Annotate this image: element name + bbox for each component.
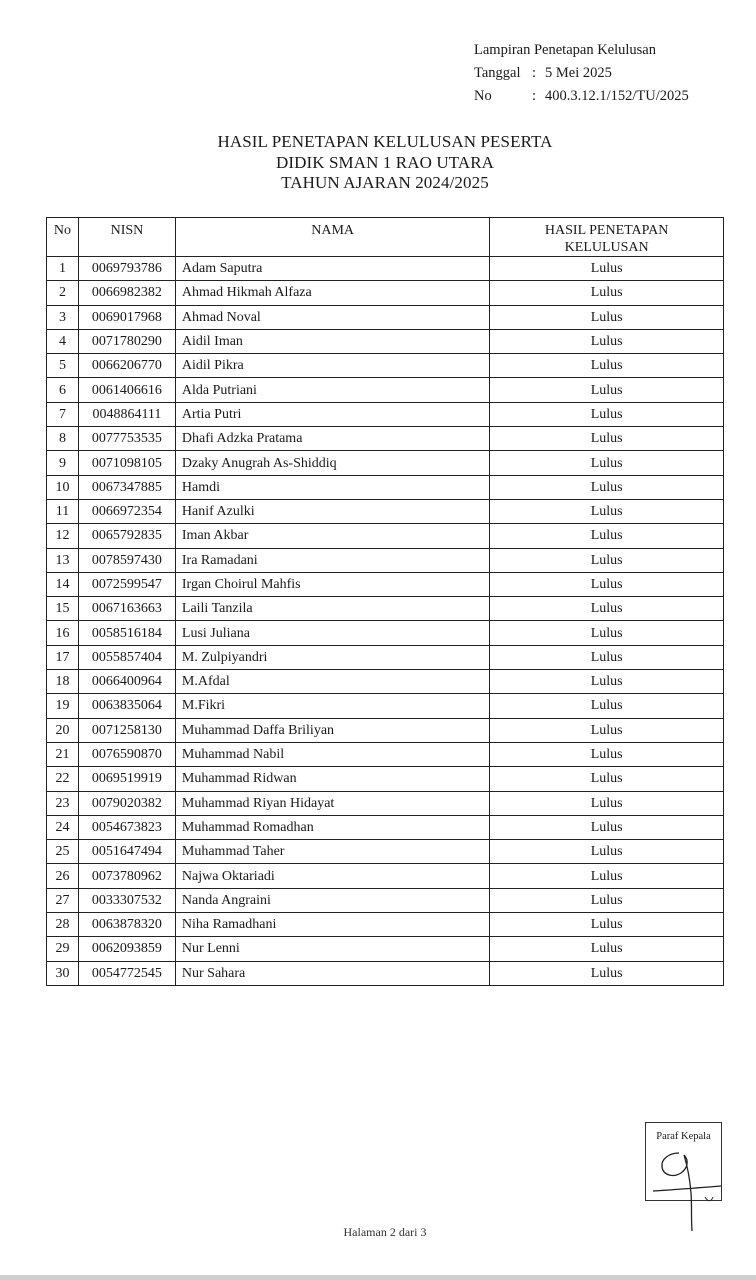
cell-name: Ira Ramadani [175,548,489,572]
cell-result: Lulus [490,864,724,888]
cell-name: Muhammad Nabil [175,742,489,766]
cell-name: Muhammad Taher [175,840,489,864]
cell-result: Lulus [490,961,724,985]
cell-name: Ahmad Hikmah Alfaza [175,281,489,305]
cell-no: 16 [47,621,79,645]
table-row [47,888,724,912]
cell-no: 14 [47,572,79,596]
cell-nisn: 0069017968 [78,305,175,329]
cell-nisn: 0066206770 [78,354,175,378]
cell-result: Lulus [490,499,724,523]
cell-nisn: 0076590870 [78,742,175,766]
cell-result: Lulus [490,548,724,572]
table-row [47,451,724,475]
cell-result: Lulus [490,815,724,839]
cell-no: 5 [47,354,79,378]
cell-no: 29 [47,937,79,961]
cell-name: Muhammad Riyan Hidayat [175,791,489,815]
cell-no: 3 [47,305,79,329]
cell-result: Lulus [490,451,724,475]
cell-nisn: 0062093859 [78,937,175,961]
table-row [47,329,724,353]
cell-nisn: 0071258130 [78,718,175,742]
cell-result: Lulus [490,767,724,791]
cell-no: 6 [47,378,79,402]
cell-no: 4 [47,329,79,353]
header-name: NAMA [175,218,489,257]
cell-result: Lulus [490,354,724,378]
table-row [47,402,724,426]
cell-result: Lulus [490,257,724,281]
cell-nisn: 0055857404 [78,645,175,669]
header-result-line-1: HASIL PENETAPAN [544,223,669,238]
table-row [47,257,724,281]
cell-nisn: 0079020382 [78,791,175,815]
table-row [47,815,724,839]
cell-no: 15 [47,597,79,621]
heading-line-3: TAHUN AJARAN 2024/2025 [281,173,489,192]
table-row [47,694,724,718]
cell-nisn: 0061406616 [78,378,175,402]
table-row [47,305,724,329]
cell-name: Najwa Oktariadi [175,864,489,888]
cell-nisn: 0058516184 [78,621,175,645]
cell-result: Lulus [490,718,724,742]
table-row [47,475,724,499]
cell-result: Lulus [490,645,724,669]
cell-no: 12 [47,524,79,548]
cell-name: Aidil Pikra [175,354,489,378]
heading-line-2: DIDIK SMAN 1 RAO UTARA [275,152,495,172]
cell-name: Irgan Choirul Mahfis [175,572,489,596]
cell-no: 27 [47,888,79,912]
cell-nisn: 0054772545 [78,961,175,985]
graduation-results-table [46,217,724,986]
number-value: 400.3.12.1/152/TU/2025 [545,88,689,104]
cell-result: Lulus [490,305,724,329]
table-row [47,548,724,572]
cell-no: 10 [47,475,79,499]
cell-no: 11 [47,499,79,523]
cell-name: Adam Saputra [175,257,489,281]
cell-no: 1 [47,257,79,281]
cell-result: Lulus [490,475,724,499]
cell-result: Lulus [490,694,724,718]
table-row [47,937,724,961]
heading-line-1: HASIL PENETAPAN KELULUSAN PESERTA [217,132,553,151]
table-row [47,378,724,402]
table-row [47,767,724,791]
cell-name: Hanif Azulki [175,499,489,523]
cell-no: 21 [47,742,79,766]
cell-result: Lulus [490,427,724,451]
cell-result: Lulus [490,524,724,548]
cell-nisn: 0065792835 [78,524,175,548]
cell-result: Lulus [490,670,724,694]
date-label: Tanggal [474,65,521,81]
cell-nisn: 0033307532 [78,888,175,912]
cell-no: 17 [47,645,79,669]
attachment-info [474,39,689,108]
number-label: No [474,88,492,104]
cell-name: Ahmad Noval [175,305,489,329]
cell-nisn: 0066400964 [78,670,175,694]
table-row [47,621,724,645]
table-row [47,840,724,864]
cell-no: 25 [47,840,79,864]
cell-nisn: 0063835064 [78,694,175,718]
cell-nisn: 0069519919 [78,767,175,791]
table-row [47,864,724,888]
cell-nisn: 0066982382 [78,281,175,305]
cell-name: M.Afdal [175,670,489,694]
cell-nisn: 0063878320 [78,913,175,937]
table-row [47,281,724,305]
table-row [47,913,724,937]
table-row [47,645,724,669]
document-heading [0,132,756,194]
cell-result: Lulus [490,597,724,621]
attachment-date-row [474,62,689,85]
date-separator: : [532,65,537,81]
cell-no: 26 [47,864,79,888]
cell-no: 20 [47,718,79,742]
attachment-number-row [474,85,689,108]
cell-result: Lulus [490,572,724,596]
cell-name: Niha Ramadhani [175,913,489,937]
cell-nisn: 0067347885 [78,475,175,499]
cell-nisn: 0067163663 [78,597,175,621]
cell-nisn: 0051647494 [78,840,175,864]
cell-name: Alda Putriani [175,378,489,402]
date-value: 5 Mei 2025 [545,65,612,81]
cell-name: Muhammad Daffa Briliyan [175,718,489,742]
table-row [47,499,724,523]
cell-result: Lulus [490,913,724,937]
cell-nisn: 0071098105 [78,451,175,475]
cell-nisn: 0072599547 [78,572,175,596]
cell-no: 8 [47,427,79,451]
cell-name: Muhammad Romadhan [175,815,489,839]
cell-name: Artia Putri [175,402,489,426]
cell-nisn: 0078597430 [78,548,175,572]
cell-no: 18 [47,670,79,694]
cell-name: Muhammad Ridwan [175,767,489,791]
cell-result: Lulus [490,888,724,912]
cell-result: Lulus [490,937,724,961]
cell-no: 19 [47,694,79,718]
header-result-line-2: KELULUSAN [564,240,649,255]
cell-no: 22 [47,767,79,791]
cell-no: 28 [47,913,79,937]
table-row [47,427,724,451]
cell-no: 9 [47,451,79,475]
table-row [47,524,724,548]
cell-nisn: 0066972354 [78,499,175,523]
header-result [490,218,724,257]
cell-name: Hamdi [175,475,489,499]
cell-name: Nur Sahara [175,961,489,985]
number-separator: : [532,88,537,104]
cell-nisn: 0054673823 [78,815,175,839]
cell-name: Iman Akbar [175,524,489,548]
cell-name: Dhafi Adzka Pratama [175,427,489,451]
table-row [47,742,724,766]
attachment-title: Lampiran Penetapan Kelulusan [474,42,656,58]
cell-name: M.Fikri [175,694,489,718]
cell-name: Aidil Iman [175,329,489,353]
cell-name: M. Zulpiyandri [175,645,489,669]
cell-result: Lulus [490,791,724,815]
cell-no: 23 [47,791,79,815]
cell-result: Lulus [490,621,724,645]
cell-no: 30 [47,961,79,985]
cell-name: Nanda Angraini [175,888,489,912]
cell-name: Laili Tanzila [175,597,489,621]
table-row [47,670,724,694]
cell-result: Lulus [490,840,724,864]
paraf-box [645,1122,722,1201]
cell-no: 24 [47,815,79,839]
cell-name: Nur Lenni [175,937,489,961]
bottom-edge-bar [0,1275,756,1280]
table-row [47,597,724,621]
cell-name: Dzaky Anugrah As-Shiddiq [175,451,489,475]
cell-nisn: 0048864111 [78,402,175,426]
cell-result: Lulus [490,378,724,402]
header-no: No [47,218,79,257]
cell-no: 7 [47,402,79,426]
cell-nisn: 0073780962 [78,864,175,888]
cell-result: Lulus [490,281,724,305]
cell-result: Lulus [490,742,724,766]
header-nisn: NISN [78,218,175,257]
cell-nisn: 0071780290 [78,329,175,353]
cell-no: 2 [47,281,79,305]
table-row [47,572,724,596]
table-header-row [47,218,724,257]
page-number: Halaman 2 dari 3 [343,1225,427,1239]
cell-no: 13 [47,548,79,572]
table-row [47,791,724,815]
table-row [47,961,724,985]
cell-nisn: 0069793786 [78,257,175,281]
table-row [47,354,724,378]
cell-name: Lusi Juliana [175,621,489,645]
cell-nisn: 0077753535 [78,427,175,451]
cell-result: Lulus [490,402,724,426]
cell-result: Lulus [490,329,724,353]
table-row [47,718,724,742]
paraf-label: Paraf Kepala [656,1131,711,1142]
